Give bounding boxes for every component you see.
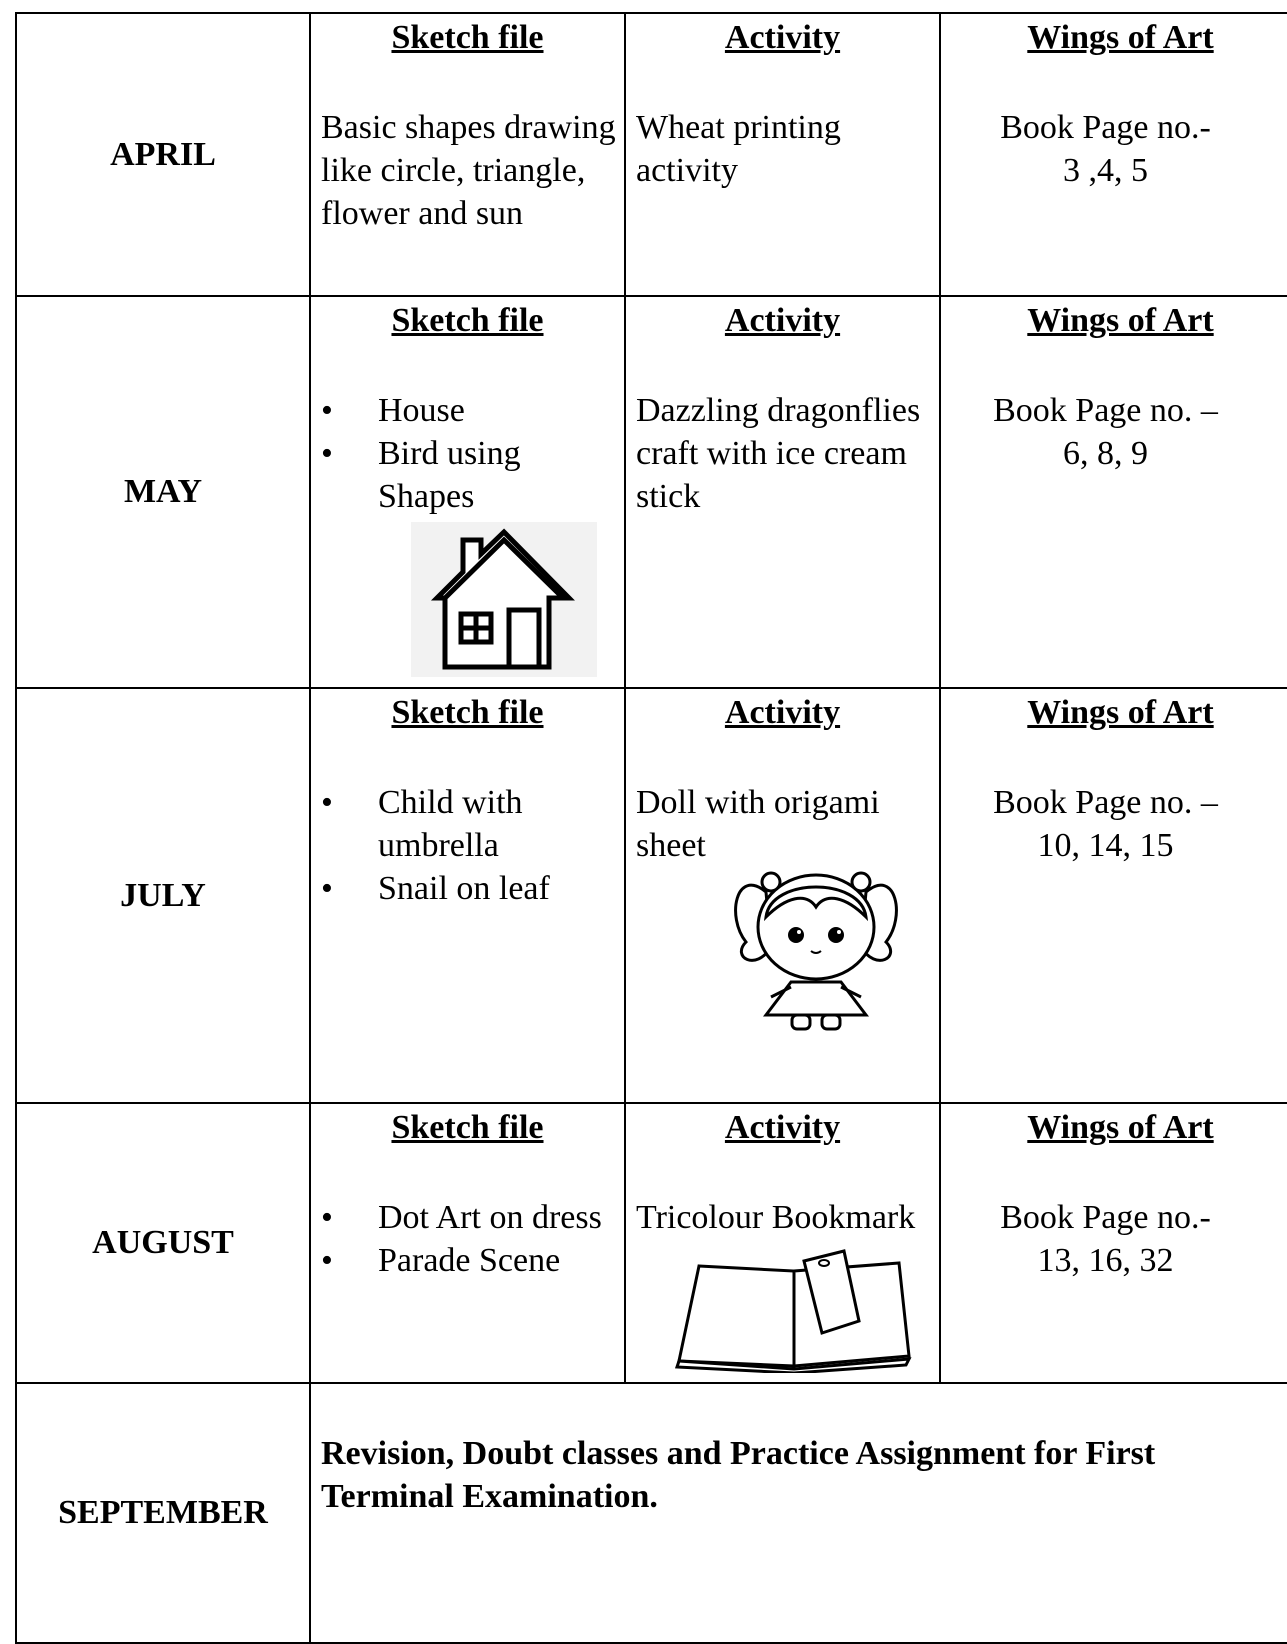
wings-cell xyxy=(940,1103,1287,1383)
month-label: APRIL xyxy=(110,135,216,173)
wings-cell xyxy=(940,296,1287,688)
wings-text xyxy=(941,58,1287,192)
wings-text xyxy=(941,1148,1287,1282)
list-item: • Snail on leaf xyxy=(321,870,550,907)
table-row-april xyxy=(16,13,1287,296)
month-cell xyxy=(16,13,310,296)
list-item-text: Bird using Shapes xyxy=(378,435,521,515)
list-item-text: Parade Scene xyxy=(378,1242,561,1279)
september-note-cell xyxy=(310,1383,1287,1643)
wings-header: Wings of Art xyxy=(1027,694,1214,731)
month-cell xyxy=(16,1383,310,1643)
activity-cell xyxy=(625,296,940,688)
activity-header: Activity xyxy=(724,19,841,56)
sketch-list xyxy=(311,1148,624,1282)
wings-line: 6, 8, 9 xyxy=(1063,435,1148,472)
wings-line: Book Page no. – xyxy=(993,392,1218,429)
list-item-text: Child with umbrella xyxy=(378,784,523,864)
sketch-header: Sketch file xyxy=(391,1109,544,1146)
wings-line: Book Page no.- xyxy=(1000,1199,1211,1236)
sketch-cell xyxy=(310,296,625,688)
month-cell xyxy=(16,1103,310,1383)
wings-cell xyxy=(940,688,1287,1103)
month-cell xyxy=(16,688,310,1103)
activity-header: Activity xyxy=(724,1109,841,1146)
wings-header: Wings of Art xyxy=(1027,1109,1214,1146)
sketch-text: Basic shapes drawing like circle, triangle, flower and sun xyxy=(321,109,616,232)
list-item: • Parade Scene xyxy=(321,1242,561,1279)
wings-header: Wings of Art xyxy=(1027,302,1214,339)
sketch-list xyxy=(311,341,624,518)
wings-cell xyxy=(940,13,1287,296)
month-cell xyxy=(16,296,310,688)
activity-cell xyxy=(625,13,940,296)
table-row-may xyxy=(16,296,1287,688)
wings-line: Book Page no.- xyxy=(1000,109,1211,146)
month-label: SEPTEMBER xyxy=(58,1494,268,1531)
list-item: • Dot Art on dress xyxy=(321,1199,602,1236)
sketch-cell xyxy=(310,1103,625,1383)
sketch-header: Sketch file xyxy=(391,302,544,339)
activity-text: Doll with origami sheet xyxy=(636,784,880,864)
list-item-text: House xyxy=(378,392,465,429)
activity-header: Activity xyxy=(724,302,841,339)
list-item-text: Snail on leaf xyxy=(378,870,550,907)
activity-text: Dazzling dragonflies craft with ice cream stick xyxy=(636,392,921,515)
house-drawing-icon xyxy=(411,522,597,677)
wings-line: Book Page no. – xyxy=(993,784,1218,821)
table-row-august xyxy=(16,1103,1287,1383)
wings-line: 13, 16, 32 xyxy=(1037,1242,1174,1279)
syllabus-table xyxy=(15,12,1287,1644)
activity-text: Wheat printing activity xyxy=(636,109,841,189)
sketch-list xyxy=(311,733,624,910)
month-label: AUGUST xyxy=(92,1224,234,1261)
list-item-text: Dot Art on dress xyxy=(378,1199,602,1236)
list-item: • Bird using Shapes xyxy=(321,435,521,515)
sketch-header: Sketch file xyxy=(391,694,544,731)
wings-text xyxy=(941,341,1287,475)
activity-cell xyxy=(625,688,940,1103)
month-label: JULY xyxy=(120,876,206,914)
table-row-september xyxy=(16,1383,1287,1643)
month-label: MAY xyxy=(123,473,203,510)
activity-text: Tricolour Bookmark xyxy=(636,1199,916,1236)
list-item: • House xyxy=(321,392,465,429)
wings-text xyxy=(941,733,1287,867)
wings-line: 3 ,4, 5 xyxy=(1063,152,1148,189)
doll-drawing-icon xyxy=(726,847,906,1032)
activity-cell xyxy=(625,1103,940,1383)
wings-line: 10, 14, 15 xyxy=(1037,827,1174,864)
september-note: Revision, Doubt classes and Practice Assignment for First Terminal Examination. xyxy=(321,1435,1156,1515)
wings-header: Wings of Art xyxy=(1027,19,1214,56)
list-item: • Child with umbrella xyxy=(321,784,523,864)
sketch-header: Sketch file xyxy=(391,19,544,56)
book-bookmark-icon xyxy=(674,1241,914,1373)
table-row-july xyxy=(16,688,1287,1103)
sketch-cell xyxy=(310,688,625,1103)
sketch-cell xyxy=(310,13,625,296)
activity-header: Activity xyxy=(724,694,841,731)
